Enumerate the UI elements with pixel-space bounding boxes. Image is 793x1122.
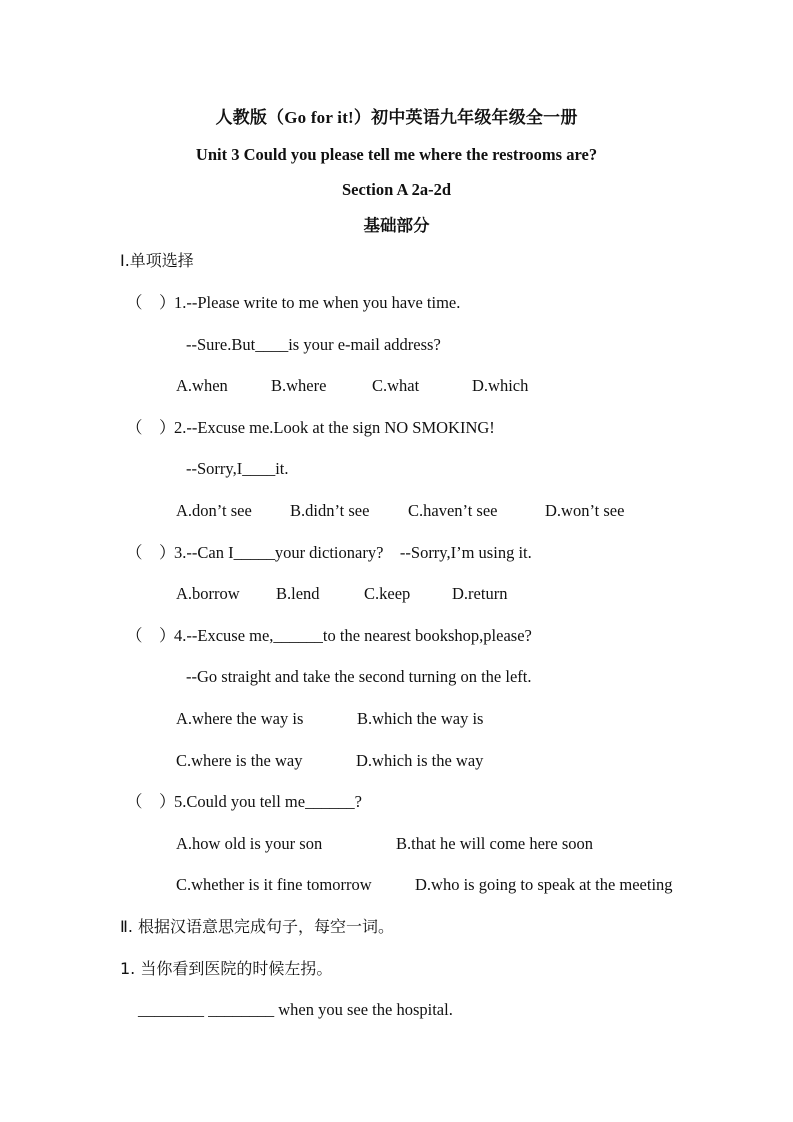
question-stem: 5.Could you tell me______? [174,792,362,811]
q5-option-d: D.who is going to speak at the meeting [415,875,673,894]
q2-option-b: B.didn’t see [290,501,370,520]
q5-option-a: A.how old is your son [176,834,323,853]
answer-paren: （ ） [126,418,176,437]
answer-paren: （ ） [126,792,176,811]
q4-option-c: C.where is the way [176,751,303,770]
q2-option-c: C.haven’t see [408,501,498,520]
q2-option-a: A.don’t see [176,501,252,520]
q1-option-c: C.what [372,376,420,395]
section-2-heading: Ⅱ. 根据汉语意思完成句子，每空一词。 [120,917,395,936]
question-2-reply: --Sorry,I____it. [186,459,289,478]
q3-option-b: B.lend [276,584,320,603]
section-2-item-1-answer: ________ ________ when you see the hospital. [138,1000,453,1019]
section-2-item-1-prompt: 1. 当你看到医院的时候左拐。 [120,959,333,978]
question-stem: 1.--Please write to me when you have time. [174,293,461,312]
unit-title: Unit 3 Could you please tell me where the restrooms are? [195,145,598,164]
q5-option-c: C.whether is it fine tomorrow [176,875,372,894]
question-1-reply: --Sure.But____is your e-mail address? [186,335,441,354]
question-3 [126,543,532,563]
answer-paren: （ ） [126,543,176,562]
section-title: Section A 2a-2d [341,180,452,199]
question-4-reply: --Go straight and take the second turning on the left. [186,667,532,686]
question-5 [126,792,362,812]
document-title: 人教版（Go for it!）初中英语九年级年级全一册 [215,108,578,127]
answer-paren: （ ） [126,626,176,645]
q1-option-a: A.when [176,376,228,395]
q3-option-c: C.keep [364,584,411,603]
question-stem: 2.--Excuse me.Look at the sign NO SMOKING! [174,418,495,437]
q4-option-d: D.which is the way [356,751,484,770]
answer-paren: （ ） [126,293,176,312]
question-stem: 4.--Excuse me,______to the nearest bookshop,please? [174,626,532,645]
q1-option-d: D.which [472,376,529,395]
question-stem: 3.--Can I_____your dictionary? --Sorry,I’m using it. [174,543,532,562]
q1-option-b: B.where [271,376,327,395]
q4-option-a: A.where the way is [176,709,304,728]
q4-option-b: B.which the way is [357,709,484,728]
question-2 [126,418,495,438]
question-1 [126,293,460,313]
q3-option-d: D.return [452,584,508,603]
section-1-heading: Ⅰ.单项选择 [120,251,194,270]
part-title: 基础部分 [363,216,430,235]
question-4 [126,626,532,646]
q5-option-b: B.that he will come here soon [396,834,594,853]
q3-option-a: A.borrow [176,584,240,603]
q2-option-d: D.won’t see [545,501,625,520]
